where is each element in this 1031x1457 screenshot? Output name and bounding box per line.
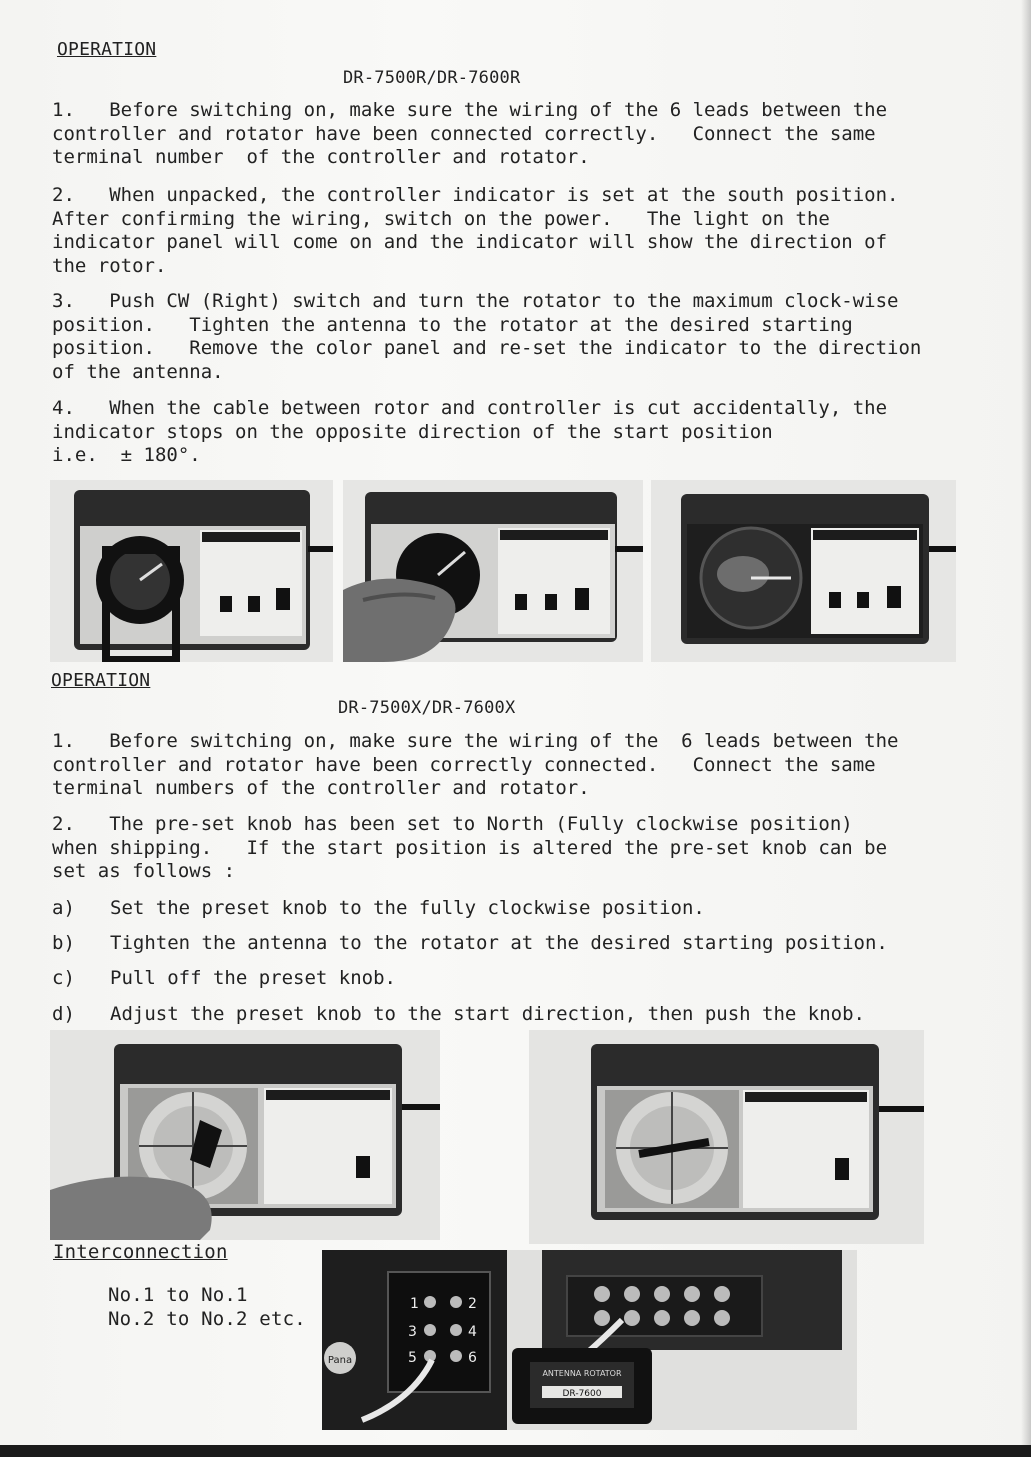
controller-photo-3 <box>651 480 956 662</box>
hand-turning-preset-knob-image <box>50 1030 440 1240</box>
section2-step-2 <box>52 813 972 884</box>
step-text: Adjust the preset knob to the start direction, then push the knob. <box>110 1003 865 1025</box>
terminal-2-label: 2 <box>468 1296 477 1312</box>
section1-step-3 <box>52 290 972 384</box>
terminal-wiring-photo <box>322 1250 857 1430</box>
text-line: 1. Before switching on, make sure the wiring of the 6 leads between the <box>52 730 899 752</box>
text-line: of the antenna. <box>52 360 224 383</box>
page-edge-shadow <box>1021 0 1031 1457</box>
step-marker: a) <box>52 897 75 919</box>
interconnection-heading: Interconnection <box>53 1241 228 1263</box>
text-line: 4. When the cable between rotor and controller is cut accidentally, the <box>52 397 888 419</box>
text-line: position. Remove the color panel and re-set the indicator to the direction <box>52 337 922 359</box>
step-marker: d) <box>52 1003 75 1025</box>
step-text: Pull off the preset knob. <box>110 967 396 989</box>
controller-with-map-dial-image <box>651 480 956 662</box>
section1-step-1 <box>52 99 972 170</box>
controller-with-color-panel-image <box>50 480 333 662</box>
page-bottom-border <box>0 1445 1031 1457</box>
preset-step-a <box>52 896 705 920</box>
terminal-connection-image <box>322 1250 857 1430</box>
hand-adjusting-indicator-image <box>343 480 643 662</box>
text-line: position. Tighten the antenna to the rotator at the desired starting <box>52 313 853 336</box>
text-line: controller and rotator have been connected correctly. Connect the same <box>52 122 876 145</box>
text-line: when shipping. If the start position is altered the pre-set knob can be <box>52 836 888 859</box>
step-marker: b) <box>52 932 75 954</box>
controller-photo-1 <box>50 480 333 662</box>
controller-photo-2 <box>343 480 643 662</box>
text-line: terminal number of the controller and rotator. <box>52 146 590 168</box>
step-text: Set the preset knob to the fully clockwise position. <box>110 897 705 919</box>
preset-step-d <box>52 1002 865 1026</box>
rotator-label-title: ANTENNA ROTATOR <box>542 1369 622 1378</box>
panasonic-badge: Pana <box>327 1355 353 1366</box>
text-line: terminal numbers of the controller and rotator. <box>52 777 590 799</box>
section1-model: DR-7500R/DR-7600R <box>343 68 521 88</box>
text-line: set as follows : <box>52 860 236 882</box>
terminal-4-label: 4 <box>468 1324 477 1340</box>
step-marker: c) <box>52 967 75 989</box>
section2-model: DR-7500X/DR-7600X <box>338 698 516 718</box>
text-line: controller and rotator have been correctly connected. Connect the same <box>52 753 876 776</box>
text-line: 1. Before switching on, make sure the wiring of the 6 leads between the <box>52 99 888 121</box>
rotator-label-model: DR-7600 <box>562 1389 602 1399</box>
interconnection-line-2: No.2 to No.2 etc. <box>108 1308 306 1330</box>
section2-heading: OPERATION <box>51 670 151 691</box>
step-text: Tighten the antenna to the rotator at the desired starting position. <box>110 932 888 954</box>
text-line: indicator stops on the opposite direction of the start position <box>52 420 773 443</box>
text-line: indicator panel will come on and the indicator will show the direction of <box>52 231 888 253</box>
section1-heading: OPERATION <box>57 39 157 60</box>
terminal-1-label: 1 <box>410 1296 419 1312</box>
section1-step-4 <box>52 397 972 468</box>
section1-step-2 <box>52 184 972 278</box>
text-line: 2. When unpacked, the controller indicator is set at the south position. <box>52 184 899 206</box>
text-line: 2. The pre-set knob has been set to North (Fully clockwise position) <box>52 813 853 835</box>
controller-photo-5 <box>529 1030 924 1244</box>
section2-step-1 <box>52 730 972 801</box>
controller-set-preset-image <box>529 1030 924 1244</box>
interconnection-line-1: No.1 to No.1 <box>108 1284 248 1306</box>
terminal-5-label: 5 <box>408 1350 417 1366</box>
text-line: the rotor. <box>52 254 167 277</box>
terminal-6-label: 6 <box>468 1350 477 1366</box>
text-line: 3. Push CW (Right) switch and turn the rotator to the maximum clock-wise <box>52 290 899 312</box>
preset-step-b <box>52 931 888 955</box>
controller-photo-4 <box>50 1030 440 1240</box>
text-line: After confirming the wiring, switch on the power. The light on the <box>52 207 830 230</box>
terminal-3-label: 3 <box>408 1324 417 1340</box>
text-line: i.e. ± 180°. <box>52 444 201 466</box>
preset-step-c <box>52 966 396 990</box>
